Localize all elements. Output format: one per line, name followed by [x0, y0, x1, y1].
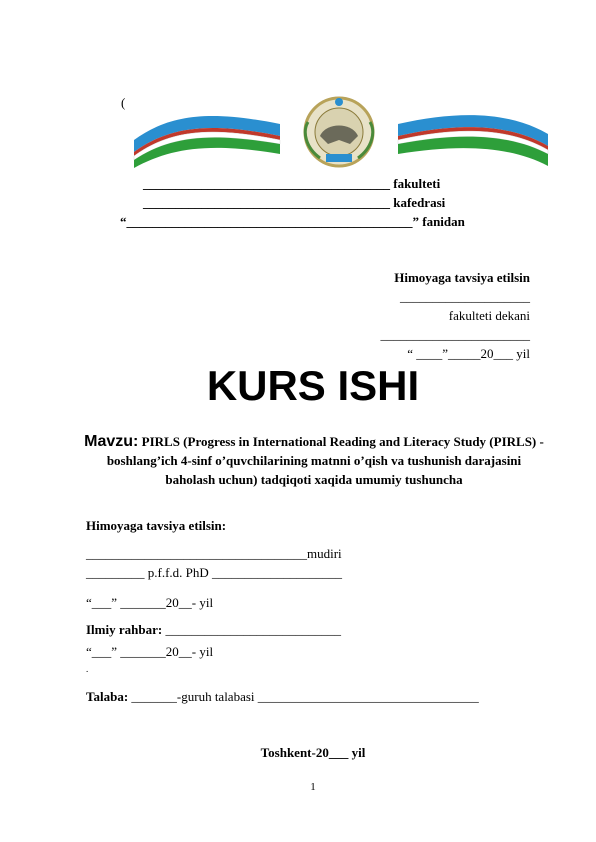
student-label: Talaba:	[86, 689, 129, 704]
approval-heading: Himoyaga tavsiya etilsin	[394, 270, 530, 285]
subject-line: “____________________________________________” fanidan	[120, 214, 465, 229]
stray-character: (	[121, 95, 126, 110]
phd-line: _________ p.f.f.d. PhD ____________________	[86, 565, 343, 580]
uzbekistan-flag-emblem-icon	[130, 92, 552, 172]
defense-date: “___” _______20__- yil	[86, 595, 214, 610]
supervisor-blank: ___________________________	[162, 622, 341, 637]
approval-blank-line-2: _______________________	[380, 327, 530, 342]
page-number: 1	[310, 781, 316, 793]
stray-dot: .	[86, 664, 89, 674]
department-head-line: __________________________________mudiri	[86, 546, 342, 561]
dean-label: fakulteti dekani	[448, 308, 530, 323]
department-line: ______________________________________ kafedrasi	[143, 195, 446, 210]
approval-date: “ ____”_____20___ yil	[407, 346, 530, 361]
faculty-line: ______________________________________ fakulteti	[143, 176, 441, 191]
supervisor-line	[86, 622, 341, 638]
flag-emblem-banner	[130, 92, 552, 172]
topic-block	[82, 432, 546, 489]
student-line	[86, 689, 479, 705]
city-year: Toshkent-20___ yil	[260, 745, 366, 760]
supervisor-label: Ilmiy rahbar:	[86, 622, 163, 637]
supervisor-date: “___” _______20__- yil	[86, 644, 214, 659]
approval-blank-line: ____________________	[400, 289, 530, 304]
topic-text: PIRLS (Progress in International Reading and Literacy Study (PIRLS) - boshlang’ich 4-sinf o’quvchilarining matnni o’qish va tushunish darajasini baholash uchun) tadqiqoti xaqida umumiy tushuncha	[106, 434, 544, 487]
document-title: KURS ISHI	[206, 362, 420, 409]
defense-heading: Himoyaga tavsiya etilsin:	[86, 518, 227, 533]
student-text: _______-guruh talabasi __________________________________	[128, 689, 479, 704]
approval-block	[381, 268, 531, 363]
topic-label: Mavzu:	[84, 433, 139, 450]
